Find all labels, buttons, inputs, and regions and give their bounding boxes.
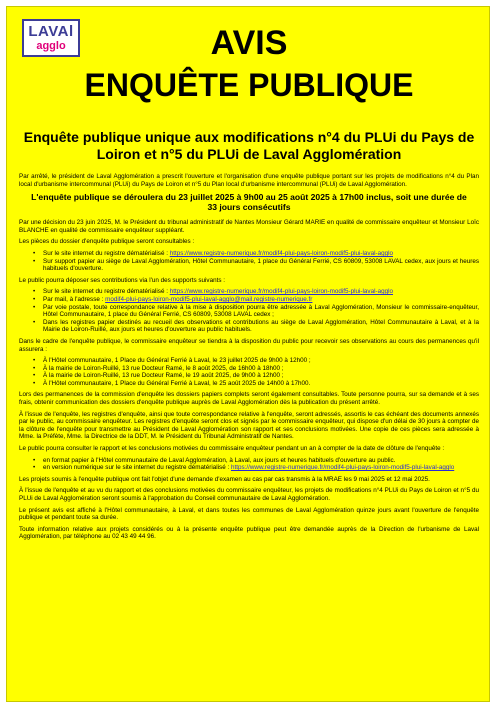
- contributions-list: [19, 288, 479, 334]
- mrae-paragraph: Les projets soumis à l'enquête publique ont fait l'objet d'une demande d'examen au cas par cas transmis à la MRAE les 9 mai 2025 et 12 mai 2025.: [19, 475, 430, 483]
- registry-link[interactable]: https://www.registre-numerique.fr/modif4-plui-pays-loiron-modif5-plui-laval-agglo: [169, 249, 393, 257]
- notice-body: [19, 173, 479, 545]
- report-list: [19, 457, 479, 472]
- files-list: [19, 250, 479, 273]
- list-item-text: Par mail, à l'adresse :: [43, 295, 106, 303]
- list-item-text: Sur support papier au siège de Laval Agglomération, Hôtel Communautaire, 1 place du Général Ferrié, CS 60809, 53008 LAVAL cedex, aux jours et heures habituels d'ouverture.: [43, 257, 479, 273]
- list-item: [33, 456, 479, 465]
- list-item: [33, 249, 479, 258]
- notice-title: AVIS: [210, 24, 288, 62]
- list-item: [33, 257, 479, 273]
- notice-subtitle: ENQUÊTE PUBLIQUE: [84, 67, 414, 103]
- approval-paragraph: À l'issue de l'enquête et au vu du rapport et des conclusions motivées du commissaire enquêteur, les projets de modifications n°4 PLUi du Pays de Loiron et n°5 du PLUi de Laval Agglomération seront soumis à l'approbation du Conseil communautaire de Laval Agglomération.: [19, 487, 479, 502]
- list-item: [33, 357, 479, 365]
- logo-line1: LAVAl: [28, 23, 74, 40]
- bullet-icon: •: [33, 372, 36, 380]
- notice-page: [6, 6, 490, 702]
- bullet-icon: •: [33, 464, 36, 472]
- list-item-text: À la mairie de Loiron-Ruillé, 13 rue Docteur Ramé, le 19 août 2025, de 9h00 à 12h00 ;: [43, 372, 284, 380]
- list-item: [33, 464, 479, 472]
- bullet-icon: •: [33, 456, 36, 464]
- list-item: [33, 303, 479, 319]
- registry-link[interactable]: https://www.registre-numerique.fr/modif4-plui-pays-loiron-modif5-plui-laval-agglo: [169, 288, 393, 296]
- list-item-text: À l'Hôtel communautaire, 1 Place du Général Ferrié à Laval, le 23 juillet 2025 de 9h00 à 12h00 ;: [43, 357, 311, 365]
- permanences-intro: Dans le cadre de l'enquête publique, le commissaire enquêteur se tiendra à la disposition du public pour recevoir ses observations au cours des permanences qu'il assurera :: [19, 337, 479, 353]
- registry-link[interactable]: https://www.registre-numerique.fr/modif4-plui-pays-loiron-modif5-plui-laval-agglo: [230, 464, 455, 472]
- bullet-icon: •: [33, 364, 36, 372]
- notice-heading: Enquête publique unique aux modifications n°4 du PLUi du Pays de Loiron et n°5 du PLUi de Laval Agglomération: [23, 129, 475, 162]
- bullet-icon: •: [33, 357, 36, 365]
- list-item-text: en format papier à l'Hôtel communautaire de Laval Agglomération, à Laval, aux jours et heures habituels d'ouverture au public.: [43, 456, 396, 464]
- list-item-text: en version numérique sur le site internet du registre dématérialisé :: [43, 464, 231, 472]
- list-item-text: Par voie postale, toute correspondance relative à la mise à disposition pourra être adressée à Laval Agglomération, Monsieur le commissaire-enquêteur, Hôtel Communautaire, 1 place du Général Ferrié, CS 60809, 53008 LAVAL cedex ;: [43, 303, 479, 319]
- list-item-text: À l'Hôtel communautaire, 1 Place du Général Ferrié à Laval, le 25 août 2025 de 14h00 à 17h00.: [43, 379, 311, 387]
- enquiry-dates: L'enquête publique se déroulera du 23 juillet 2025 à 9h00 au 25 août 2025 à 17h00 inclus, soit une durée de 33 jours consécutifs: [31, 192, 467, 213]
- commissioner-paragraph: Par une décision du 23 juin 2025, M. le Président du tribunal administratif de Nantes Monsieur Gérard MARIE en qualité de commissaire enquêteur et Monsieur Loïc BLANCHE en qualité de commissaire enquêteur suppléant.: [19, 219, 479, 234]
- bullet-icon: •: [33, 318, 36, 326]
- files-intro: Les pièces du dossier d'enquête publique seront consultables :: [19, 238, 195, 246]
- list-item-text: Sur le site internet du registre dématérialisé :: [43, 288, 170, 296]
- logo-line2: agglo: [36, 40, 66, 52]
- bullet-icon: •: [33, 295, 36, 303]
- list-item: [33, 372, 479, 380]
- info-paragraph: Toute information relative aux projets considérés ou à la présente enquête publique peut être demandée auprès de la Direction de l'urbanisme de Laval Agglomération, par téléphone au 02 43 49 44 96.: [19, 525, 479, 541]
- list-item: [33, 379, 479, 388]
- list-item-text: Dans les registres papier destinés au recueil des observations et contributions au siège de Laval Agglomération, Hôtel Communautaire à Laval, et à la Mairie de Loiron-Ruillé, aux jours et heures d'ouverture au public habituels.: [43, 318, 479, 334]
- list-item-text: Sur le site internet du registre dématérialisé :: [43, 249, 170, 257]
- list-item: [33, 295, 479, 304]
- contributions-intro: Le public pourra déposer ses contributions via l'un des supports suivants :: [19, 276, 225, 284]
- permanences-list: [19, 357, 479, 387]
- list-item-text: À la mairie de Loiron-Ruillé, 13 rue Docteur Ramé, le 8 août 2025, de 16h00 à 18h00 ;: [43, 364, 284, 372]
- intro-paragraph: Par arrêté, le président de Laval Agglomération a prescrit l'ouverture et l'organisation d'une enquête publique portant sur les projets de modifications n°4 du Plan local d'urbanisme intercommunal (PLUi) du Pays de Loiron et n°5 du Plan local d'urbanisme intercommunal (PLUi) de Laval Agglomération.: [19, 173, 479, 188]
- report-intro: Le public pourra consulter le rapport et les conclusions motivées du commissaire enquêteur pendant un an à compter de la date de clôture de l'enquête :: [19, 445, 445, 453]
- during-paragraph: Lors des permanences de la commission d'enquête les dossiers papiers complets seront également consultables. Toute personne pourra, sur sa demande et à ses frais, obtenir communication des dossiers d'enquête publique auprès de Laval Agglomération dès la publication du présent arrêté.: [19, 391, 479, 407]
- bullet-icon: •: [33, 303, 36, 311]
- list-item: [33, 318, 479, 334]
- list-item: [33, 288, 479, 296]
- closing-paragraph: À l'issue de l'enquête, les registres d'enquête, ainsi que toute correspondance relative à l'enquête, seront adressés, assortis le cas échéant des documents annexés par le public, au commissaire enquêteur. Les registres d'enquête seront clos et signés par le commissaire enquêteur, qui dispose d'un délai de 30 jours à compter de la clôture de l'enquête pour transmettre au Président de Laval Agglomération son rapport et ses conclusions motivées. Une copie de ces pièces sera adressée à Mme. la Préfète, Mme. la Directrice de la DDT, M. le Président du Tribunal Administratif de Nantes.: [19, 410, 479, 441]
- bullet-icon: •: [33, 249, 36, 257]
- bullet-icon: •: [33, 379, 36, 387]
- bullet-icon: •: [33, 288, 36, 296]
- email-link[interactable]: modif4-plui-pays-loiron-modif5-plui-laval-agglo@mail.registre-numerique.fr: [105, 295, 313, 303]
- bullet-icon: •: [33, 257, 36, 265]
- display-paragraph: Le présent avis est affiché à l'Hôtel communautaire, à Laval, et dans toutes les communes de Laval Agglomération quinze jours avant l'ouverture de l'enquête publique et pendant toute sa durée.: [19, 506, 479, 522]
